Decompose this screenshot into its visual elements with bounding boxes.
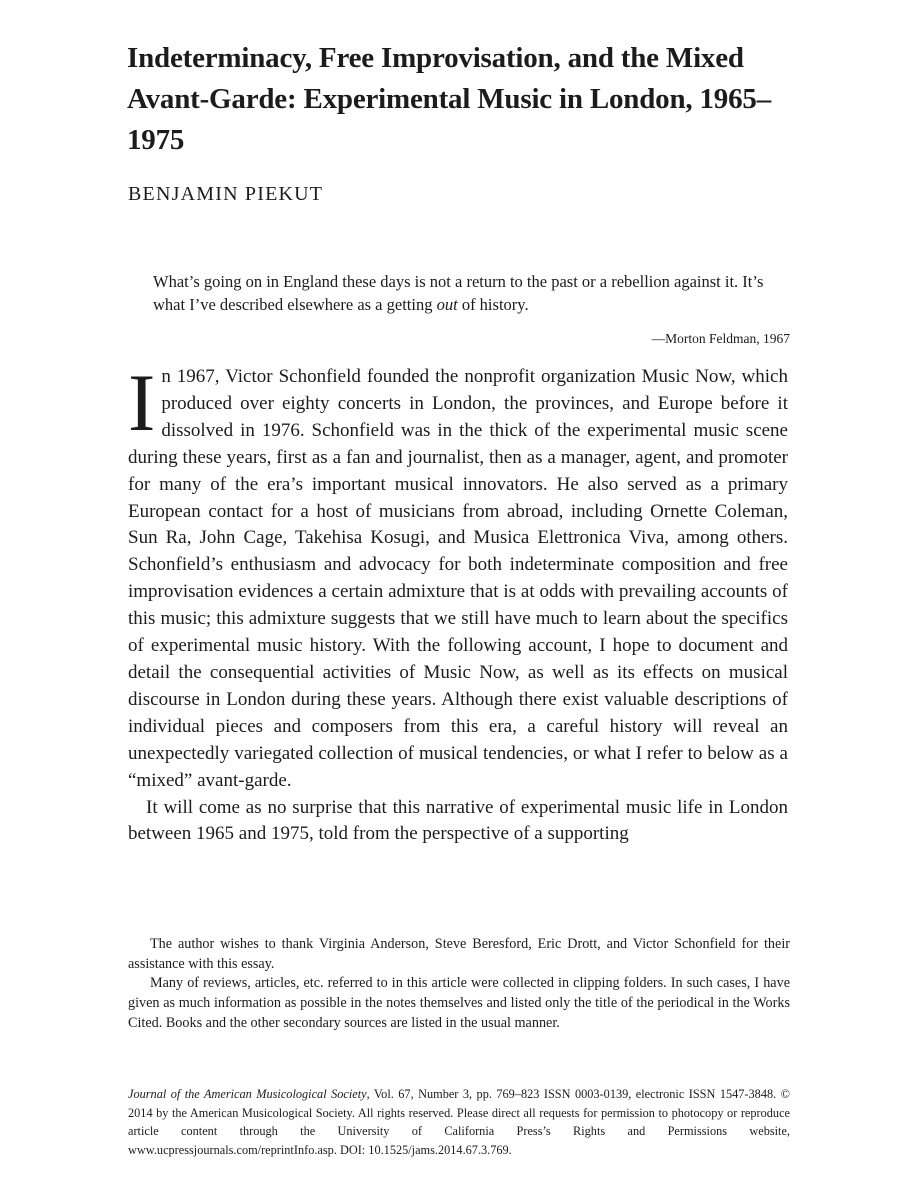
body-paragraph-2: It will come as no surprise that this narrative of experimental music life in London between 1965 and 1975, told from the perspective of a supporting	[128, 796, 788, 845]
body-paragraph-1	[128, 357, 788, 795]
epigraph-emphasis: out	[436, 295, 458, 314]
footnote-sources: Many of reviews, articles, etc. referred to in this article were collected in clipping folders. In such cases, I have given as much information as possible in the notes themselves and listed only the title of the periodical in the Works Cited. Books and the other secondary sources are listed in the usual manner.	[128, 975, 790, 1031]
epigraph-quote	[153, 270, 773, 316]
author-name: BENJAMIN PIEKUT	[128, 183, 324, 205]
article-title: Indeterminacy, Free Improvisation, and the Mixed Avant-Garde: Experimental Music in London, 1965–1975	[127, 42, 771, 156]
body-paragraph-1-text: n 1967, Victor Schonfield founded the nonprofit organization Music Now, which produced over eighty concerts in London, the provinces, and Europe before it dissolved in 1976. Schonfield was in the thick of the experimental music scene during these years, first as a fan and journalist, then as a manager, agent, and promoter for many of the era’s important musical innovators. He also served as a primary European contact for a host of musicians from abroad, including Ornette Coleman, Sun Ra, John Cage, Takehisa Kosugi, and Musica Elettronica Viva, among others. Schonfield’s enthusiasm and advocacy for both indeterminate composition and free improvisation evidences a certain admixture that is at odds with prevailing accounts of this music; this admixture suggests that we still have much to learn about the specifics of experimental music history. With the following account, I hope to document and detail the consequential activities of Music Now, as well as its effects on musical discourse in London during these years. Although there exist valuable descriptions of individual pieces and composers from this era, a careful history will reveal an unexpectedly variegated collection of musical tendencies, or what I refer to below as a “mixed” avant-garde.	[128, 366, 788, 791]
citation-details: , Vol. 67, Number 3, pp. 769–823 ISSN 0003-0139, electronic ISSN 1547-3848. © 2014 by the American Musicological Society. All rights reserved. Please direct all requests for permission to photocopy or reproduce article content through the University of California Press’s Rights and Permissions website, www.ucpressjournals.com/reprintInfo.asp. DOI: 10.1525/jams.2014.67.3.769.	[128, 1087, 790, 1157]
article-body	[128, 357, 788, 848]
journal-citation	[128, 1085, 790, 1159]
epigraph-text-start: What’s going on in England these days is not a return to the past or a rebellion against it. It’s what I’ve described elsewhere as a getting	[153, 272, 764, 314]
epigraph-text-end: of history.	[457, 295, 529, 314]
footnotes	[128, 935, 790, 1034]
drop-cap: I	[128, 357, 156, 448]
epigraph-attribution: —Morton Feldman, 1967	[651, 331, 790, 346]
journal-name: Journal of the American Musicological Society	[128, 1087, 367, 1101]
footnote-acknowledgment: The author wishes to thank Virginia Anderson, Steve Beresford, Eric Drott, and Victor Schonfield for their assistance with this essay.	[128, 936, 790, 972]
